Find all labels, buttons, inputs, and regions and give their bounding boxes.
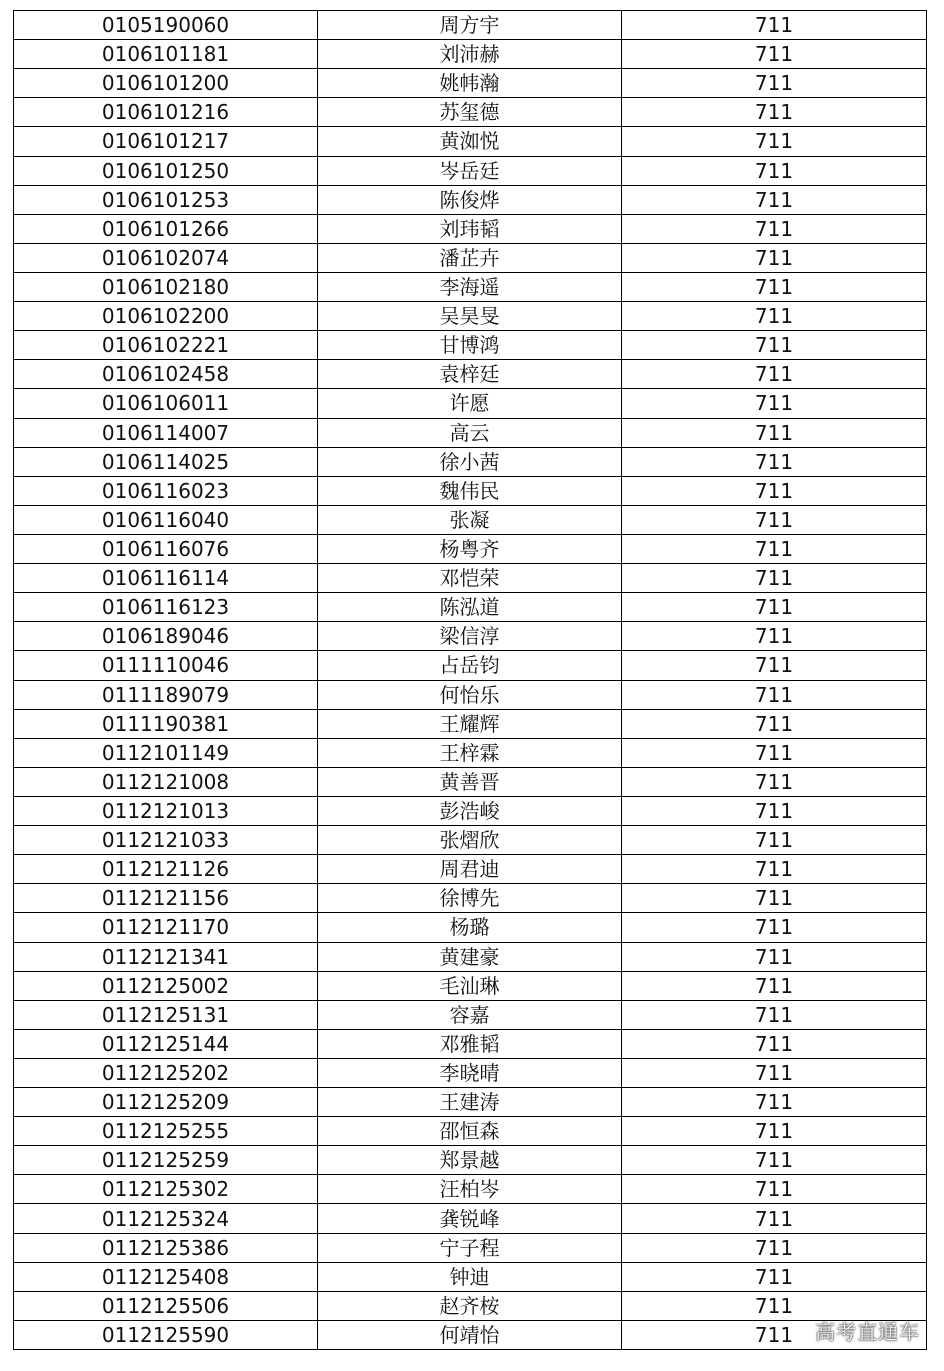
candidate-name-cell: 刘沛赫	[318, 40, 622, 69]
table-row	[14, 1088, 927, 1117]
table-row	[14, 651, 927, 680]
score-cell: 711	[622, 1088, 927, 1117]
candidate-name-cell: 黄善晋	[318, 767, 622, 796]
score-cell: 711	[622, 884, 927, 913]
candidate-id-cell: 0112125209	[14, 1088, 318, 1117]
table-row	[14, 709, 927, 738]
score-cell: 711	[622, 1175, 927, 1204]
table-row	[14, 1146, 927, 1175]
score-cell: 711	[622, 98, 927, 127]
candidate-id-cell: 0112125202	[14, 1058, 318, 1087]
candidate-name-cell: 梁信淳	[318, 622, 622, 651]
score-cell: 711	[622, 447, 927, 476]
score-table	[13, 10, 927, 1350]
candidate-id-cell: 0112121170	[14, 913, 318, 942]
score-cell: 711	[622, 127, 927, 156]
candidate-id-cell: 0106116076	[14, 534, 318, 563]
table-row	[14, 447, 927, 476]
candidate-id-cell: 0112125255	[14, 1117, 318, 1146]
candidate-id-cell: 0106106011	[14, 389, 318, 418]
score-cell: 711	[622, 534, 927, 563]
score-cell: 711	[622, 1262, 927, 1291]
table-row	[14, 185, 927, 214]
candidate-id-cell: 0112125386	[14, 1233, 318, 1262]
candidate-id-cell: 0112121013	[14, 796, 318, 825]
score-cell: 711	[622, 971, 927, 1000]
candidate-name-cell: 杨璐	[318, 913, 622, 942]
table-row	[14, 855, 927, 884]
table-row	[14, 884, 927, 913]
score-cell: 711	[622, 826, 927, 855]
candidate-id-cell: 0105190060	[14, 11, 318, 40]
candidate-id-cell: 0106101266	[14, 214, 318, 243]
candidate-name-cell: 何靖怡	[318, 1320, 622, 1349]
candidate-name-cell: 苏玺德	[318, 98, 622, 127]
candidate-name-cell: 邓雅韬	[318, 1029, 622, 1058]
candidate-name-cell: 徐小茜	[318, 447, 622, 476]
candidate-id-cell: 0106116023	[14, 476, 318, 505]
candidate-id-cell: 0106102458	[14, 360, 318, 389]
candidate-name-cell: 李海遥	[318, 272, 622, 301]
candidate-name-cell: 陈泓道	[318, 593, 622, 622]
score-cell: 711	[622, 214, 927, 243]
candidate-id-cell: 0112121341	[14, 942, 318, 971]
candidate-name-cell: 容嘉	[318, 1000, 622, 1029]
table-row	[14, 1233, 927, 1262]
table-body	[14, 11, 927, 1350]
candidate-id-cell: 0106102074	[14, 243, 318, 272]
score-cell: 711	[622, 389, 927, 418]
score-cell: 711	[622, 622, 927, 651]
candidate-id-cell: 0112121008	[14, 767, 318, 796]
table-row	[14, 593, 927, 622]
score-cell: 711	[622, 69, 927, 98]
candidate-name-cell: 钟迪	[318, 1262, 622, 1291]
candidate-name-cell: 彭浩峻	[318, 796, 622, 825]
score-cell: 711	[622, 593, 927, 622]
candidate-name-cell: 黄洳悦	[318, 127, 622, 156]
table-row	[14, 156, 927, 185]
candidate-id-cell: 0112125506	[14, 1291, 318, 1320]
candidate-name-cell: 岑岳廷	[318, 156, 622, 185]
candidate-name-cell: 占岳钧	[318, 651, 622, 680]
score-cell: 711	[622, 331, 927, 360]
candidate-name-cell: 郑景越	[318, 1146, 622, 1175]
score-cell: 711	[622, 1117, 927, 1146]
score-cell: 711	[622, 11, 927, 40]
candidate-name-cell: 周方宇	[318, 11, 622, 40]
score-cell: 711	[622, 1233, 927, 1262]
table-row	[14, 1000, 927, 1029]
candidate-id-cell: 0112125002	[14, 971, 318, 1000]
table-row	[14, 767, 927, 796]
candidate-name-cell: 杨粤齐	[318, 534, 622, 563]
candidate-name-cell: 赵齐桉	[318, 1291, 622, 1320]
candidate-id-cell: 0106102180	[14, 272, 318, 301]
table-row	[14, 476, 927, 505]
candidate-name-cell: 邓恺荣	[318, 564, 622, 593]
candidate-id-cell: 0106101217	[14, 127, 318, 156]
candidate-name-cell: 张凝	[318, 505, 622, 534]
score-cell: 711	[622, 1000, 927, 1029]
candidate-id-cell: 0111110046	[14, 651, 318, 680]
candidate-name-cell: 王耀辉	[318, 709, 622, 738]
candidate-id-cell: 0106114007	[14, 418, 318, 447]
candidate-name-cell: 王建涛	[318, 1088, 622, 1117]
table-row	[14, 302, 927, 331]
candidate-name-cell: 徐博先	[318, 884, 622, 913]
candidate-name-cell: 魏伟民	[318, 476, 622, 505]
table-row	[14, 738, 927, 767]
candidate-id-cell: 0112101149	[14, 738, 318, 767]
table-row	[14, 913, 927, 942]
score-cell: 711	[622, 40, 927, 69]
score-cell: 711	[622, 505, 927, 534]
candidate-name-cell: 吴昊旻	[318, 302, 622, 331]
table-row	[14, 272, 927, 301]
candidate-id-cell: 0111189079	[14, 680, 318, 709]
table-row	[14, 1117, 927, 1146]
candidate-id-cell: 0112125302	[14, 1175, 318, 1204]
score-cell: 711	[622, 651, 927, 680]
score-cell: 711	[622, 1058, 927, 1087]
score-cell: 711	[622, 1291, 927, 1320]
score-cell: 711	[622, 680, 927, 709]
score-cell: 711	[622, 796, 927, 825]
candidate-id-cell: 0112125259	[14, 1146, 318, 1175]
score-cell: 711	[622, 418, 927, 447]
candidate-name-cell: 张熠欣	[318, 826, 622, 855]
table-row	[14, 389, 927, 418]
table-row	[14, 680, 927, 709]
table-row	[14, 418, 927, 447]
candidate-name-cell: 邵恒森	[318, 1117, 622, 1146]
table-row	[14, 971, 927, 1000]
candidate-name-cell: 甘博鸿	[318, 331, 622, 360]
score-cell: 711	[622, 360, 927, 389]
candidate-id-cell: 0106102221	[14, 331, 318, 360]
candidate-id-cell: 0106101216	[14, 98, 318, 127]
candidate-id-cell: 0106102200	[14, 302, 318, 331]
score-cell: 711	[622, 767, 927, 796]
candidate-name-cell: 宁子程	[318, 1233, 622, 1262]
table-row	[14, 360, 927, 389]
candidate-name-cell: 陈俊烨	[318, 185, 622, 214]
score-cell: 711	[622, 1320, 927, 1349]
table-row	[14, 98, 927, 127]
score-cell: 711	[622, 185, 927, 214]
candidate-name-cell: 王梓霖	[318, 738, 622, 767]
candidate-name-cell: 姚帏瀚	[318, 69, 622, 98]
candidate-id-cell: 0106116114	[14, 564, 318, 593]
candidate-id-cell: 0112125590	[14, 1320, 318, 1349]
table-row	[14, 942, 927, 971]
candidate-id-cell: 0106101181	[14, 40, 318, 69]
candidate-id-cell: 0112125408	[14, 1262, 318, 1291]
table-row	[14, 796, 927, 825]
score-cell: 711	[622, 476, 927, 505]
table-row	[14, 1262, 927, 1291]
table-row	[14, 127, 927, 156]
table-row	[14, 826, 927, 855]
score-cell: 711	[622, 913, 927, 942]
score-cell: 711	[622, 738, 927, 767]
candidate-id-cell: 0112121033	[14, 826, 318, 855]
candidate-id-cell: 0112125131	[14, 1000, 318, 1029]
candidate-id-cell: 0112125144	[14, 1029, 318, 1058]
score-cell: 711	[622, 942, 927, 971]
table-row	[14, 69, 927, 98]
score-cell: 711	[622, 1146, 927, 1175]
candidate-id-cell: 0106116123	[14, 593, 318, 622]
candidate-id-cell: 0112121156	[14, 884, 318, 913]
score-cell: 711	[622, 156, 927, 185]
table-row	[14, 40, 927, 69]
candidate-id-cell: 0111190381	[14, 709, 318, 738]
table-row	[14, 214, 927, 243]
score-cell: 711	[622, 302, 927, 331]
score-cell: 711	[622, 272, 927, 301]
candidate-id-cell: 0106189046	[14, 622, 318, 651]
candidate-id-cell: 0106116040	[14, 505, 318, 534]
candidate-name-cell: 汪柏岑	[318, 1175, 622, 1204]
table-row	[14, 505, 927, 534]
score-cell: 711	[622, 564, 927, 593]
table-row	[14, 11, 927, 40]
table-row	[14, 1320, 927, 1349]
candidate-id-cell: 0112125324	[14, 1204, 318, 1233]
table-row	[14, 243, 927, 272]
table-row	[14, 622, 927, 651]
watermark-text: 高考直通车	[815, 1320, 920, 1344]
candidate-id-cell: 0106101200	[14, 69, 318, 98]
score-cell: 711	[622, 1029, 927, 1058]
score-cell: 711	[622, 709, 927, 738]
table-row	[14, 331, 927, 360]
score-cell: 711	[622, 243, 927, 272]
table-row	[14, 1058, 927, 1087]
candidate-name-cell: 袁梓廷	[318, 360, 622, 389]
table-row	[14, 1175, 927, 1204]
table-row	[14, 534, 927, 563]
candidate-id-cell: 0112121126	[14, 855, 318, 884]
candidate-name-cell: 黄建豪	[318, 942, 622, 971]
candidate-id-cell: 0106101253	[14, 185, 318, 214]
table-row	[14, 1204, 927, 1233]
candidate-id-cell: 0106114025	[14, 447, 318, 476]
score-cell: 711	[622, 855, 927, 884]
table-row	[14, 564, 927, 593]
score-cell: 711	[622, 1204, 927, 1233]
candidate-name-cell: 周君迪	[318, 855, 622, 884]
candidate-name-cell: 高云	[318, 418, 622, 447]
candidate-name-cell: 许愿	[318, 389, 622, 418]
candidate-name-cell: 李晓晴	[318, 1058, 622, 1087]
candidate-name-cell: 刘玮韬	[318, 214, 622, 243]
candidate-name-cell: 潘芷卉	[318, 243, 622, 272]
table-row	[14, 1291, 927, 1320]
table-row	[14, 1029, 927, 1058]
candidate-name-cell: 毛汕琳	[318, 971, 622, 1000]
candidate-name-cell: 龚锐峰	[318, 1204, 622, 1233]
candidate-id-cell: 0106101250	[14, 156, 318, 185]
candidate-name-cell: 何怡乐	[318, 680, 622, 709]
